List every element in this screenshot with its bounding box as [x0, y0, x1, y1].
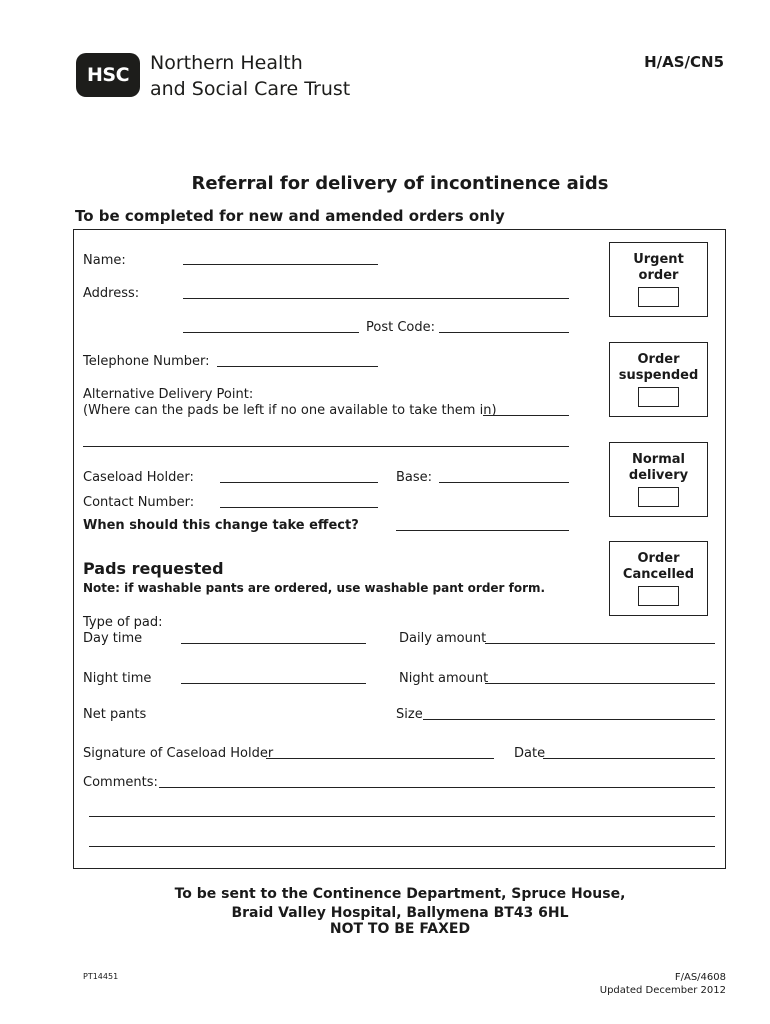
telephone-label: Telephone Number:: [83, 354, 210, 369]
daily-amount-field[interactable]: [485, 643, 715, 644]
footer-address-line1: To be sent to the Continence Department, Spruce House,: [174, 886, 626, 902]
date-label: Date: [514, 746, 546, 761]
footer-address-line2: Braid Valley Hospital, Ballymena BT43 6HL: [231, 905, 569, 921]
org-name-line1: Northern Health: [150, 52, 303, 74]
caseload-holder-field[interactable]: [220, 482, 378, 483]
post-code-label: Post Code:: [366, 320, 435, 335]
daily-amount-label: Daily amount: [399, 631, 487, 646]
urgent-order-checkbox[interactable]: [638, 287, 679, 307]
form-code: H/AS/CN5: [644, 53, 724, 71]
alt-delivery-label: Alternative Delivery Point:: [83, 387, 254, 402]
hsc-logo: [76, 53, 140, 97]
night-amount-field[interactable]: [485, 683, 715, 684]
order-cancelled-checkbox[interactable]: [638, 586, 679, 606]
pads-heading: Pads requested: [83, 559, 224, 578]
order-suspended-label-1: Order: [637, 352, 680, 367]
signature-label: Signature of Caseload Holder: [83, 746, 274, 761]
urgent-order-label-1: Urgent: [633, 252, 684, 267]
normal-delivery-label-1: Normal: [632, 452, 685, 467]
footer-updated: Updated December 2012: [599, 985, 726, 996]
date-field[interactable]: [543, 758, 715, 759]
normal-delivery-box: [609, 442, 708, 517]
address-field-line2[interactable]: [183, 332, 359, 333]
night-time-label: Night time: [83, 671, 152, 686]
footer-right-code: F/AS/4608: [674, 972, 726, 983]
post-code-field[interactable]: [439, 332, 569, 333]
normal-delivery-checkbox[interactable]: [638, 487, 679, 507]
change-effect-label: When should this change take effect?: [83, 518, 359, 533]
type-of-pad-label: Type of pad:: [83, 615, 163, 630]
contact-number-label: Contact Number:: [83, 495, 195, 510]
page-subtitle: To be completed for new and amended orders only: [75, 207, 505, 225]
night-time-field[interactable]: [181, 683, 366, 684]
net-pants-label: Net pants: [83, 707, 147, 722]
order-suspended-label-2: suspended: [618, 368, 699, 383]
order-cancelled-label-2: Cancelled: [622, 567, 695, 582]
logo-text: HSC: [86, 64, 130, 86]
pads-note: Note: if washable pants are ordered, use washable pant order form.: [83, 581, 546, 595]
normal-delivery-label-2: delivery: [628, 468, 689, 483]
footer-left-code: PT14451: [83, 972, 119, 981]
comments-field-line1[interactable]: [159, 787, 715, 788]
order-suspended-checkbox[interactable]: [638, 387, 679, 407]
comments-field-line3[interactable]: [89, 846, 715, 847]
base-label: Base:: [396, 470, 433, 485]
day-time-label: Day time: [83, 631, 143, 646]
footer-not-faxed: NOT TO BE FAXED: [329, 921, 471, 937]
alt-delivery-field-line2[interactable]: [83, 446, 569, 447]
day-time-field[interactable]: [181, 643, 366, 644]
order-suspended-box: [609, 342, 708, 417]
change-effect-field[interactable]: [396, 530, 569, 531]
telephone-field[interactable]: [217, 366, 378, 367]
urgent-order-box: [609, 242, 708, 317]
alt-delivery-note: (Where can the pads be left if no one available to take them in): [83, 403, 497, 418]
size-field[interactable]: [423, 719, 715, 720]
caseload-holder-label: Caseload Holder:: [83, 470, 194, 485]
address-label: Address:: [83, 286, 140, 301]
name-label: Name:: [83, 253, 126, 268]
urgent-order-label-2: order: [638, 268, 679, 283]
night-amount-label: Night amount: [399, 671, 489, 686]
size-label: Size: [396, 707, 423, 722]
contact-number-field[interactable]: [220, 507, 378, 508]
page-title: Referral for delivery of incontinence aids: [191, 173, 609, 194]
order-cancelled-box: [609, 541, 708, 616]
address-field-line1[interactable]: [183, 298, 569, 299]
order-cancelled-label-1: Order: [637, 551, 680, 566]
name-field[interactable]: [183, 264, 378, 265]
signature-field[interactable]: [266, 758, 494, 759]
comments-label: Comments:: [83, 775, 158, 790]
org-name-line2: and Social Care Trust: [150, 78, 351, 100]
base-field[interactable]: [439, 482, 569, 483]
comments-field-line2[interactable]: [89, 816, 715, 817]
alt-delivery-field-line1[interactable]: [483, 415, 569, 416]
